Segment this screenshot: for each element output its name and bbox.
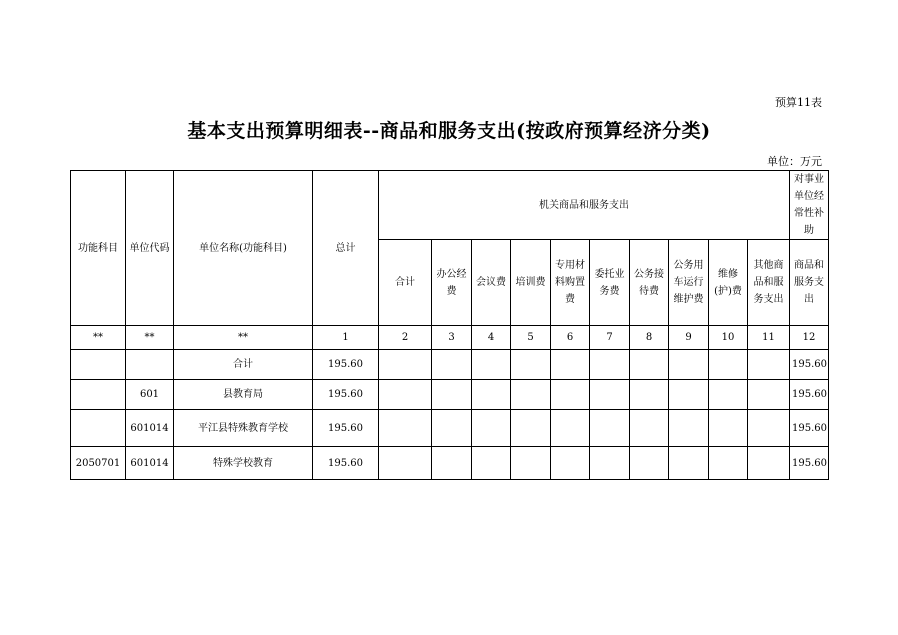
index-cell: 8	[630, 326, 669, 350]
cell-empty	[472, 350, 511, 380]
cell-empty	[630, 380, 669, 410]
header-group-org: 机关商品和服务支出	[379, 171, 790, 240]
cell-total: 195.60	[313, 380, 379, 410]
index-cell: 9	[669, 326, 709, 350]
cell-empty	[432, 447, 472, 480]
cell-empty	[748, 380, 790, 410]
cell-total: 195.60	[313, 350, 379, 380]
budget-table	[70, 170, 829, 480]
cell-code: 601014	[126, 447, 174, 480]
index-cell: 5	[511, 326, 551, 350]
page-title: 基本支出预算明细表--商品和服务支出(按政府预算经济分类)	[187, 120, 711, 142]
cell-empty	[551, 447, 590, 480]
index-cell: **	[126, 326, 174, 350]
index-cell: 4	[472, 326, 511, 350]
table-row	[71, 350, 829, 380]
table-number: 预算11表	[775, 96, 822, 109]
cell-name: 县教育局	[174, 380, 313, 410]
cell-subsidy: 195.60	[790, 447, 829, 480]
cell-empty	[590, 447, 630, 480]
table-row	[71, 410, 829, 447]
header-col-subtotal: 合计	[379, 240, 432, 326]
cell-empty	[472, 380, 511, 410]
cell-name: 平江县特殊教育学校	[174, 410, 313, 447]
cell-code: 601014	[126, 410, 174, 447]
cell-empty	[432, 380, 472, 410]
cell-subsidy: 195.60	[790, 410, 829, 447]
header-col-goods: 商品和服务支出	[790, 240, 829, 326]
index-cell: 3	[432, 326, 472, 350]
index-cell: 12	[790, 326, 829, 350]
cell-subsidy: 195.60	[790, 350, 829, 380]
header-unit-name: 单位名称(功能科目)	[174, 171, 313, 326]
cell-code	[126, 350, 174, 380]
cell-empty	[709, 410, 748, 447]
cell-empty	[630, 410, 669, 447]
table-row	[71, 380, 829, 410]
header-col-vehicle: 公务用车运行维护费	[669, 240, 709, 326]
cell-empty	[590, 380, 630, 410]
header-row-1	[71, 171, 829, 240]
cell-subsidy: 195.60	[790, 380, 829, 410]
cell-func	[71, 350, 126, 380]
cell-empty	[511, 410, 551, 447]
cell-empty	[709, 350, 748, 380]
table-row	[71, 447, 829, 480]
index-cell: 2	[379, 326, 432, 350]
cell-empty	[590, 350, 630, 380]
header-col-office: 办公经费	[432, 240, 472, 326]
cell-empty	[630, 350, 669, 380]
cell-empty	[590, 410, 630, 447]
cell-code: 601	[126, 380, 174, 410]
header-unit-code: 单位代码	[126, 171, 174, 326]
header-col-reception: 公务接待费	[630, 240, 669, 326]
header-total: 总计	[313, 171, 379, 326]
cell-func	[71, 410, 126, 447]
cell-empty	[748, 447, 790, 480]
unit-label: 单位：万元	[767, 155, 822, 168]
cell-empty	[551, 380, 590, 410]
index-cell: 6	[551, 326, 590, 350]
cell-func: 2050701	[71, 447, 126, 480]
cell-func	[71, 380, 126, 410]
index-cell: **	[71, 326, 126, 350]
header-col-materials: 专用材料购置费	[551, 240, 590, 326]
index-row	[71, 326, 829, 350]
cell-empty	[669, 350, 709, 380]
header-col-entrusted: 委托业务费	[590, 240, 630, 326]
cell-name: 合计	[174, 350, 313, 380]
index-cell: 7	[590, 326, 630, 350]
index-cell: 11	[748, 326, 790, 350]
index-cell: 1	[313, 326, 379, 350]
cell-empty	[511, 380, 551, 410]
index-cell: **	[174, 326, 313, 350]
index-cell: 10	[709, 326, 748, 350]
cell-empty	[379, 380, 432, 410]
cell-empty	[379, 410, 432, 447]
header-func-subject: 功能科目	[71, 171, 126, 326]
cell-name: 特殊学校教育	[174, 447, 313, 480]
cell-empty	[630, 447, 669, 480]
cell-empty	[669, 447, 709, 480]
cell-empty	[432, 350, 472, 380]
cell-empty	[669, 410, 709, 447]
cell-total: 195.60	[313, 447, 379, 480]
header-group-subsidy: 对事业单位经常性补助	[790, 171, 829, 240]
cell-empty	[551, 410, 590, 447]
cell-empty	[511, 350, 551, 380]
cell-empty	[379, 447, 432, 480]
header-col-training: 培训费	[511, 240, 551, 326]
header-col-meeting: 会议费	[472, 240, 511, 326]
cell-total: 195.60	[313, 410, 379, 447]
header-col-repair: 维修(护)费	[709, 240, 748, 326]
cell-empty	[379, 350, 432, 380]
cell-empty	[709, 380, 748, 410]
cell-empty	[551, 350, 590, 380]
cell-empty	[709, 447, 748, 480]
header-col-other: 其他商品和服务支出	[748, 240, 790, 326]
cell-empty	[748, 350, 790, 380]
cell-empty	[511, 447, 551, 480]
cell-empty	[748, 410, 790, 447]
cell-empty	[472, 410, 511, 447]
cell-empty	[472, 447, 511, 480]
cell-empty	[432, 410, 472, 447]
cell-empty	[669, 380, 709, 410]
